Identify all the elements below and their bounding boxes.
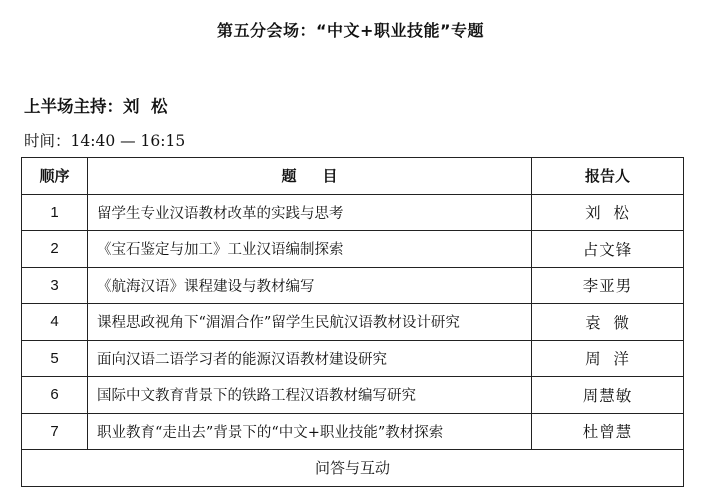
row-speaker: 占文锋 [532,231,684,268]
row-order: 3 [22,267,88,304]
table-footer-row [22,450,684,487]
column-header-topic: 题目 [88,158,532,195]
row-order: 6 [22,377,88,414]
row-speaker: 杜曾慧 [532,413,684,450]
column-header-speaker: 报告人 [532,158,684,195]
table-header-row [22,158,684,195]
table-row [22,267,684,304]
qa-session-cell: 问答与互动 [22,450,684,487]
time-value: 14:40 — 16:15 [70,132,186,150]
row-topic: 职业教育“走出去”背景下的“中文+职业技能”教材探索 [88,413,532,450]
row-topic: 《航海汉语》课程建设与教材编写 [88,267,532,304]
time-line [24,129,185,151]
table-row [22,231,684,268]
time-label: 时间： [24,132,71,150]
row-order: 7 [22,413,88,450]
row-speaker: 袁 微 [532,304,684,341]
row-order: 1 [22,194,88,231]
host-label: 上半场主持： [24,97,123,116]
row-topic: 面向汉语二语学习者的能源汉语教材建设研究 [88,340,532,377]
row-topic: 课程思政视角下“湄湄合作”留学生民航汉语教材设计研究 [88,304,532,341]
table-row [22,413,684,450]
row-order: 5 [22,340,88,377]
column-header-order: 顺序 [22,158,88,195]
table-row [22,377,684,414]
table-row [22,194,684,231]
row-speaker: 周 洋 [532,340,684,377]
row-topic: 国际中文教育背景下的铁路工程汉语教材编写研究 [88,377,532,414]
table-row [22,340,684,377]
row-order: 2 [22,231,88,268]
row-speaker: 李亚男 [532,267,684,304]
row-order: 4 [22,304,88,341]
host-name: 刘 松 [123,97,168,116]
table-row [22,304,684,341]
row-topic: 留学生专业汉语教材改革的实践与思考 [88,194,532,231]
host-line [24,93,168,117]
row-speaker: 周慧敏 [532,377,684,414]
row-topic: 《宝石鉴定与加工》工业汉语编制探索 [88,231,532,268]
schedule-table [21,157,684,487]
row-speaker: 刘 松 [532,194,684,231]
page-title: 第五分会场：“中文+职业技能”专题 [217,21,484,40]
